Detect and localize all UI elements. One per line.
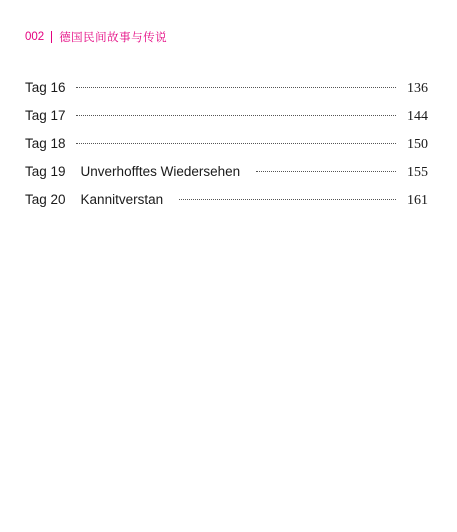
toc-page-number: 136 [407, 81, 428, 96]
toc-page-number: 150 [407, 137, 428, 152]
toc-page-number: 144 [407, 109, 428, 124]
toc-entry[interactable] [25, 80, 428, 108]
toc-entry-title: Unverhofftes Wiedersehen [80, 164, 241, 179]
toc-entry[interactable] [25, 136, 428, 164]
table-of-contents [25, 80, 428, 220]
toc-entry[interactable] [25, 192, 428, 220]
toc-entry-title: Kannitverstan [80, 192, 164, 207]
toc-page-number: 161 [407, 193, 428, 208]
toc-day-label: Tag 20 [25, 192, 66, 207]
toc-page-number: 155 [407, 165, 428, 180]
dot-leader [179, 199, 396, 200]
toc-day-label: Tag 18 [25, 136, 66, 151]
toc-entry[interactable] [25, 164, 428, 192]
page-number: 002 [25, 31, 45, 43]
dot-leader [76, 115, 396, 116]
toc-day-label: Tag 19 [25, 164, 66, 179]
header-separator [51, 31, 52, 43]
toc-day-label: Tag 16 [25, 80, 66, 95]
dot-leader [76, 87, 396, 88]
dot-leader [256, 171, 396, 172]
running-head [25, 29, 167, 45]
toc-day-label: Tag 17 [25, 108, 66, 123]
dot-leader [76, 143, 396, 144]
book-title: 德国民间故事与传说 [59, 30, 168, 44]
toc-entry[interactable] [25, 108, 428, 136]
